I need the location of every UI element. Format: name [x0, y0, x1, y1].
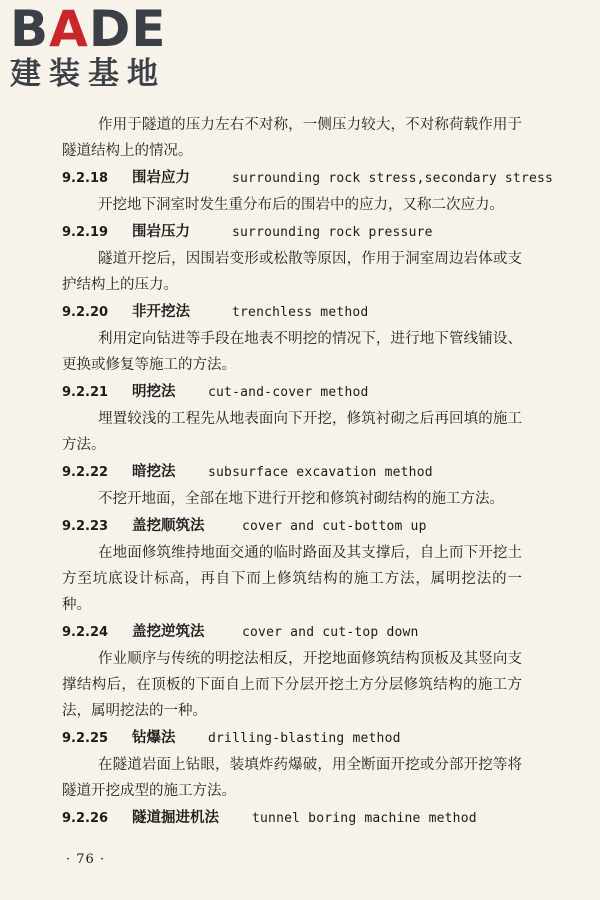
term-number: 9.2.21 — [62, 385, 109, 400]
term-chinese: 盖挖顺筑法 — [132, 517, 205, 534]
term-english: trenchless method — [232, 305, 369, 320]
logo — [10, 0, 180, 92]
term-number: 9.2.18 — [62, 171, 109, 186]
term-number: 9.2.24 — [62, 625, 109, 640]
term-heading-9-2-19 — [62, 219, 522, 246]
term-english: cover and cut-top down — [242, 625, 419, 640]
term-chinese: 非开挖法 — [132, 303, 190, 320]
term-number: 9.2.19 — [62, 225, 109, 240]
term-definition: 在地面修筑维持地面交通的临时路面及其支撑后，自上而下开挖土方至坑底设计标高，再自下而上修筑结构的施工方法，属明挖法的一种。 — [62, 545, 522, 613]
term-number: 9.2.26 — [62, 811, 109, 826]
term-number: 9.2.22 — [62, 465, 109, 480]
term-chinese: 明挖法 — [132, 383, 176, 400]
term-number: 9.2.25 — [62, 731, 109, 746]
term-chinese: 钻爆法 — [132, 729, 176, 746]
term-definition: 埋置较浅的工程先从地表面向下开挖，修筑衬砌之后再回填的施工方法。 — [62, 411, 522, 453]
term-chinese: 盖挖逆筑法 — [132, 623, 205, 640]
term-number: 9.2.23 — [62, 519, 109, 534]
term-english: cut-and-cover method — [208, 385, 369, 400]
page-number: · 76 · — [66, 852, 106, 867]
term-definition: 利用定向钻进等手段在地表不明挖的情况下，进行地下管线铺设、更换或修复等施工的方法。 — [62, 331, 522, 373]
logo-subtitle: 建装基地 — [10, 56, 166, 92]
term-definition: 作业顺序与传统的明挖法相反，开挖地面修筑结构顶板及其竖向支撑结构后，在顶板的下面自上而下分层开挖土方分层修筑结构的施工方法，属明挖法的一种。 — [62, 651, 522, 719]
term-heading-9-2-18 — [62, 165, 554, 192]
term-definition: 开挖地下洞室时发生重分布后的围岩中的应力，又称二次应力。 — [98, 197, 504, 213]
term-english: surrounding rock pressure — [232, 225, 433, 240]
term-heading-9-2-20 — [62, 299, 522, 326]
term-chinese: 围岩压力 — [132, 223, 190, 240]
term-number: 9.2.20 — [62, 305, 109, 320]
term-definition: 在隧道岩面上钻眼，装填炸药爆破，用全断面开挖或分部开挖等将隧道开挖成型的施工方法。 — [62, 757, 522, 799]
term-chinese: 隧道掘进机法 — [132, 809, 219, 826]
logo-word-part1: B — [10, 0, 50, 58]
term-english: cover and cut-bottom up — [242, 519, 427, 534]
term-heading-9-2-22 — [62, 459, 522, 486]
term-english: tunnel boring machine method — [252, 811, 477, 826]
document-body — [62, 112, 554, 832]
logo-word-part2: DE — [88, 0, 167, 58]
logo-word-accent: A — [49, 0, 89, 58]
term-english: subsurface excavation method — [208, 465, 433, 480]
term-definition: 隧道开挖后，因围岩变形或松散等原因，作用于洞室周边岩体或支护结构上的压力。 — [62, 251, 522, 293]
term-definition: 不挖开地面，全部在地下进行开挖和修筑衬砌结构的施工方法。 — [98, 491, 504, 507]
term-heading-9-2-25 — [62, 725, 522, 752]
term-english: drilling-blasting method — [208, 731, 401, 746]
term-heading-9-2-24 — [62, 619, 522, 646]
term-heading-9-2-23 — [62, 513, 522, 540]
term-heading-9-2-26 — [62, 805, 522, 832]
term-chinese: 暗挖法 — [132, 463, 176, 480]
term-chinese: 围岩应力 — [132, 169, 190, 186]
term-heading-9-2-21 — [62, 379, 522, 406]
logo-wordmark — [10, 0, 180, 58]
intro-paragraph: 作用于隧道的压力左右不对称，一侧压力较大，不对称荷载作用于隧道结构上的情况。 — [62, 117, 522, 159]
term-english: surrounding rock stress,secondary stress — [232, 171, 554, 186]
